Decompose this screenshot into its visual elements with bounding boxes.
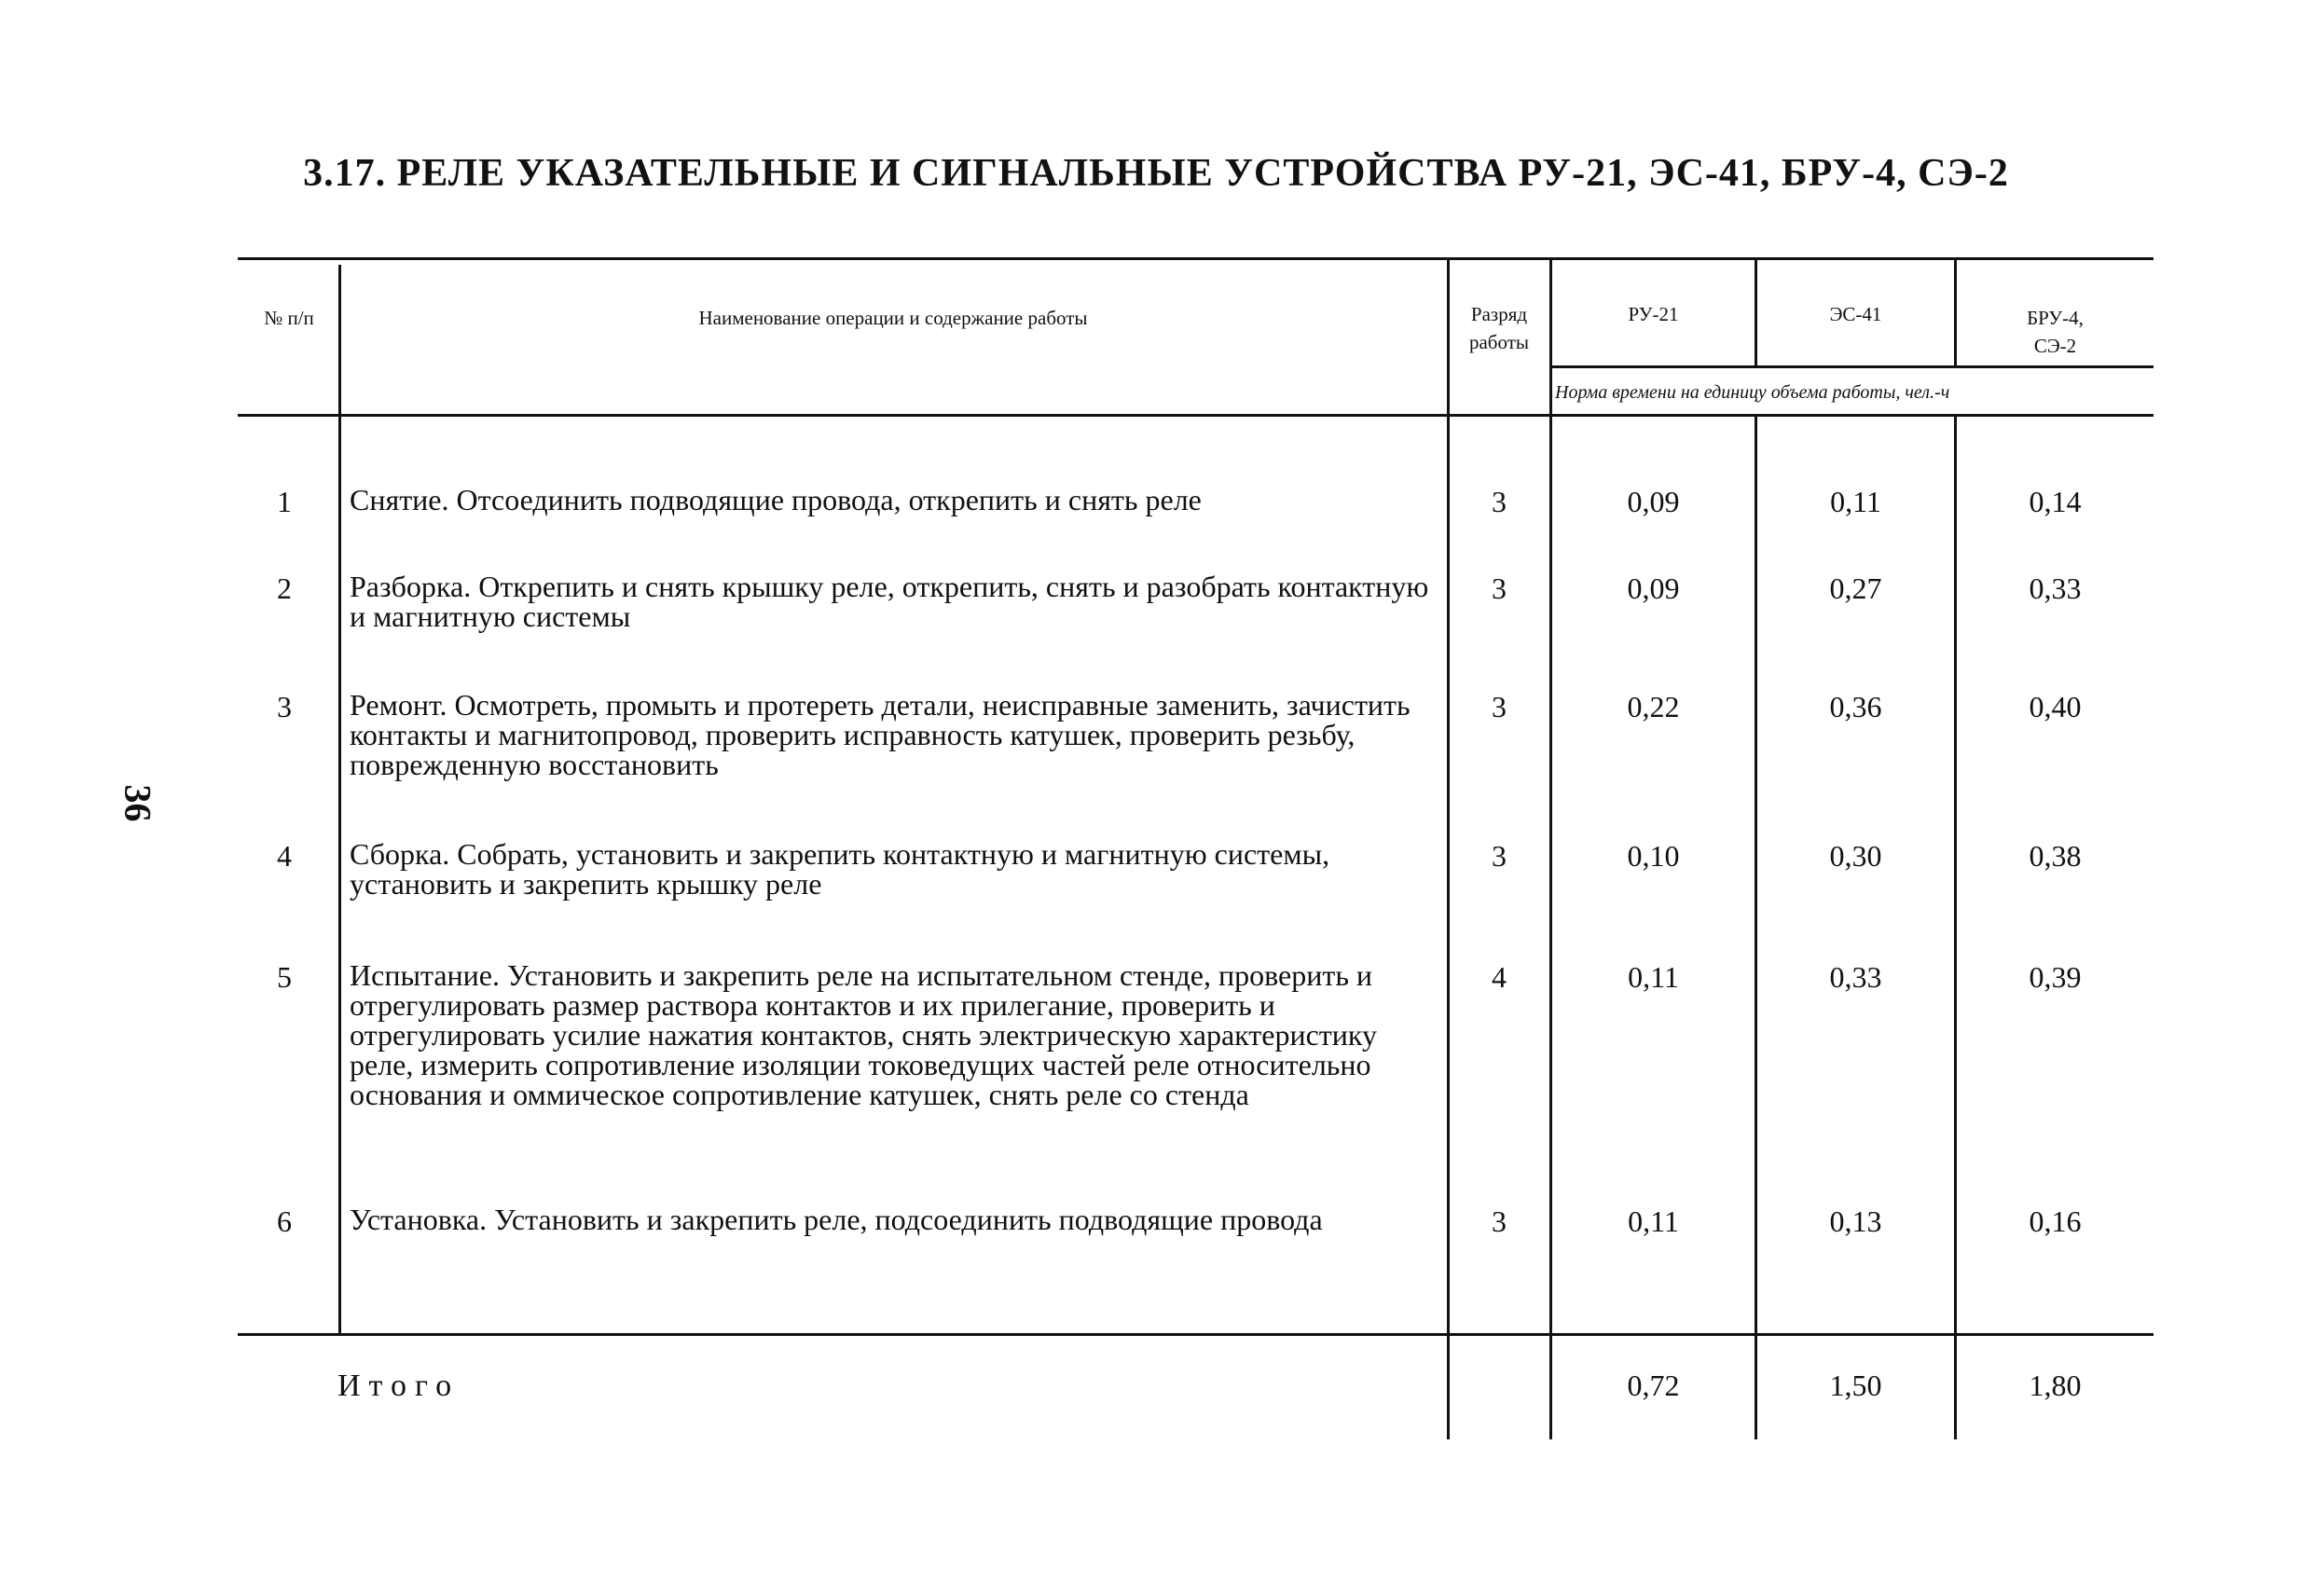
- header-ru21: РУ-21: [1628, 303, 1679, 325]
- row-bru4: 0,16: [2029, 1204, 2082, 1238]
- row-description: Установка. Установить и закрепить реле, подсоединить подводящие провода: [350, 1203, 1323, 1236]
- header-operation: Наименование операции и содержание работы: [698, 307, 1088, 329]
- row-grade: 3: [1492, 485, 1507, 518]
- row-es41: 0,27: [1829, 571, 1882, 605]
- col-divider-bru4-body: [1954, 414, 1957, 1439]
- row-description: Испытание. Установить и закрепить реле на испытательном стенде, проверить и отрегулировать размер раствора контактов и их прилегание, проверить и отрегулировать усилие нажатия контактов, снять электрическую характеристику реле, измерить сопротивление изоляции токоведущих частей реле относительно основания и оммическое сопротивление катушек, снять реле со стенда: [350, 958, 1377, 1111]
- total-label: Итого: [337, 1369, 461, 1403]
- total-es41: 1,50: [1829, 1369, 1882, 1402]
- row-number: 6: [277, 1204, 292, 1238]
- row-grade: 3: [1492, 839, 1507, 873]
- row-number: 3: [277, 690, 292, 723]
- row-es41: 0,13: [1829, 1204, 1882, 1238]
- page-title: 3.17. РЕЛЕ УКАЗАТЕЛЬНЫЕ И СИГНАЛЬНЫЕ УСТРОЙСТВА РУ-21, ЭС-41, БРУ-4, СЭ-2: [303, 152, 2009, 195]
- row-description: Сборка. Собрать, установить и закрепить контактную и магнитную системы, установить и закрепить крышку реле: [350, 837, 1330, 901]
- row-bru4: 0,39: [2029, 960, 2082, 994]
- row-description: Снятие. Отсоединить подводящие провода, открепить и снять реле: [350, 483, 1202, 516]
- row-description: Разборка. Открепить и снять крышку реле, открепить, снять и разобрать контактную и магнитную системы: [350, 570, 1429, 633]
- row-bru4: 0,38: [2029, 839, 2082, 873]
- row-grade: 3: [1492, 690, 1507, 723]
- row-bru4: 0,14: [2029, 485, 2082, 518]
- col-divider-es41-body: [1755, 414, 1757, 1439]
- row-number: 2: [277, 571, 292, 605]
- norm-subheader-rule: [1552, 365, 2154, 368]
- total-bru4: 1,80: [2029, 1369, 2082, 1402]
- header-bru4-line2: СЭ-2: [2033, 335, 2077, 357]
- row-es41: 0,36: [1829, 690, 1882, 723]
- total-top-rule: [238, 1333, 2154, 1336]
- row-number: 4: [277, 839, 292, 873]
- row-es41: 0,11: [1830, 485, 1881, 518]
- row-grade: 3: [1492, 1204, 1507, 1238]
- row-ru21: 0,09: [1627, 571, 1680, 605]
- table-top-rule: [238, 257, 2154, 260]
- row-grade: 4: [1492, 960, 1507, 994]
- row-number: 1: [277, 485, 292, 518]
- row-number: 5: [277, 960, 292, 994]
- row-bru4: 0,40: [2029, 690, 2082, 723]
- header-grade-line2: работы: [1468, 331, 1529, 353]
- row-ru21: 0,11: [1628, 960, 1679, 994]
- header-grade: [1448, 300, 1550, 356]
- row-bru4: 0,33: [2029, 571, 2082, 605]
- header-bru4-line1: БРУ-4,: [2027, 307, 2084, 329]
- header-num: № п/п: [264, 307, 314, 329]
- row-es41: 0,30: [1829, 839, 1882, 873]
- page-number: 36: [117, 784, 159, 822]
- row-ru21: 0,11: [1628, 1204, 1679, 1238]
- row-ru21: 0,10: [1627, 839, 1680, 873]
- row-description: Ремонт. Осмотреть, промыть и протереть детали, неисправные заменить, зачистить контакты и магнитопровод, проверить исправность катушек, проверить резьбу, поврежденную восстановить: [350, 688, 1411, 781]
- row-es41: 0,33: [1829, 960, 1882, 994]
- header-norm: Норма времени на единицу объема работы, чел.-ч: [1555, 382, 1950, 403]
- total-ru21: 0,72: [1627, 1369, 1680, 1402]
- row-grade: 3: [1492, 571, 1507, 605]
- header-grade-line1: Разряд: [1470, 303, 1528, 325]
- header-es41: ЭС-41: [1829, 303, 1882, 325]
- row-ru21: 0,09: [1627, 485, 1680, 518]
- header-bottom-rule: [238, 414, 2154, 417]
- col-divider-num: [338, 265, 341, 1335]
- header-bru4: [1957, 304, 2154, 360]
- row-ru21: 0,22: [1627, 690, 1680, 723]
